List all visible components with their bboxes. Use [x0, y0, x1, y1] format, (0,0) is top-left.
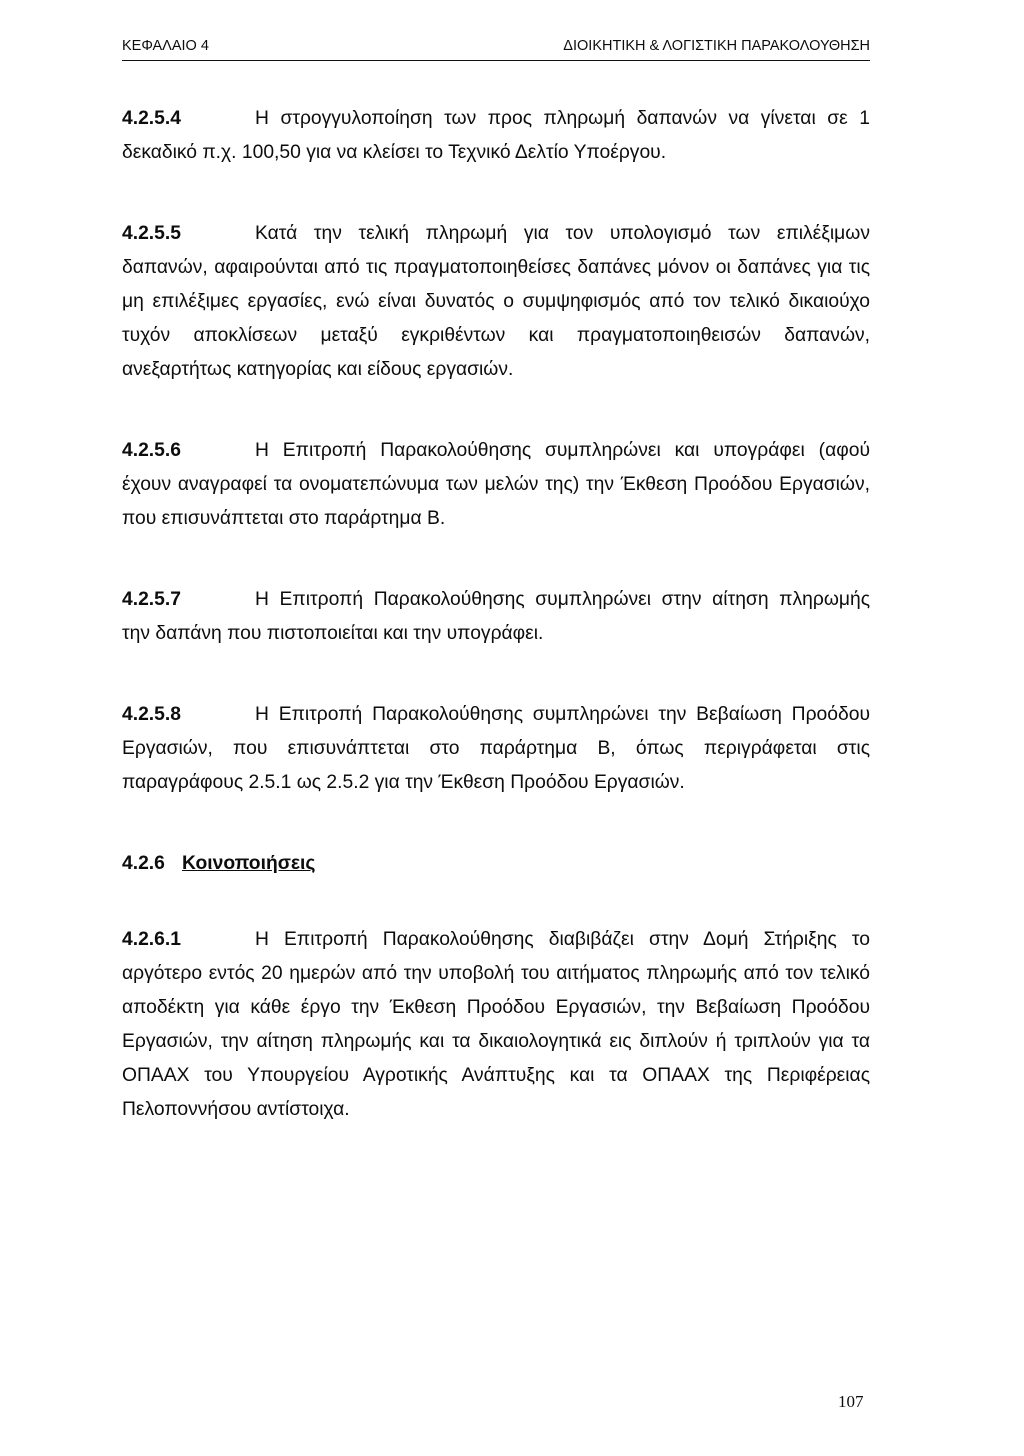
paragraph-text: Η στρογγυλοποίηση των προς πληρωμή δαπανών να γίνεται σε 1 δεκαδικό π.χ. 100,50 για να κλείσει το Τεχνικό Δελτίο Υποέργου.: [122, 108, 870, 163]
paragraph-4-2-5-4: [122, 102, 870, 170]
header-title: ΔΙΟΙΚΗΤΙΚΗ & ΛΟΓΙΣΤΙΚΗ ΠΑΡΑΚΟΛΟΥΘΗΣΗ: [563, 38, 870, 54]
paragraph-4-2-5-6: [122, 434, 870, 536]
paragraph-text: Κατά την τελική πληρωμή για τον υπολογισμό των επιλέξιμων δαπανών, αφαιρούνται από τις πραγματοποιηθείσες δαπάνες μόνον οι δαπάνες για τις μη επιλέξιμες εργασίες, ενώ είναι δυνατός ο συμψηφισμός από τον τελικό δικαιούχο τυχόν αποκλίσεων μεταξύ εγκριθέντων και πραγματοποιηθεισών δαπανών, ανεξαρτήτως κατηγορίας και είδους εργασιών.: [122, 223, 870, 380]
paragraph-number: 4.2.5.4: [122, 108, 181, 129]
header-rule: [122, 60, 870, 61]
paragraph-4-2-5-8: [122, 698, 870, 800]
paragraph-text: Η Επιτροπή Παρακολούθησης διαβιβάζει στην Δομή Στήριξης το αργότερο εντός 20 ημερών από την υποβολή του αιτήματος πληρωμής από τον τελικό αποδέκτη για κάθε έργο την Έκθεση Προόδου Εργασιών, την Βεβαίωση Προόδου Εργασιών, την αίτηση πληρωμής και τα δικαιολογητικά εις διπλούν ή τριπλούν για τα ΟΠΑΑΧ του Υπουργείου Αγροτικής Ανάπτυξης και τα ΟΠΑΑΧ της Περιφέρειας Πελοποννήσου αντίστοιχα.: [122, 929, 870, 1120]
paragraph-number: 4.2.6.1: [122, 929, 181, 950]
paragraph-number: 4.2.5.5: [122, 223, 181, 244]
paragraph-number: 4.2.5.6: [122, 440, 181, 461]
chapter-label: ΚΕΦΑΛΑΙΟ 4: [122, 38, 209, 54]
page-number: 107: [838, 1392, 864, 1411]
section-number: 4.2.6: [122, 853, 165, 874]
paragraph-text: Η Επιτροπή Παρακολούθησης συμπληρώνει την Βεβαίωση Προόδου Εργασιών, που επισυνάπτεται στο παράρτημα Β, όπως περιγράφεται στις παραγράφους 2.5.1 ως 2.5.2 για την Έκθεση Προόδου Εργασιών.: [122, 704, 870, 793]
paragraph-text: Η Επιτροπή Παρακολούθησης συμπληρώνει και υπογράφει (αφού έχουν αναγραφεί τα ονοματεπώνυμα των μελών της) την Έκθεση Προόδου Εργασιών, που επισυνάπτεται στο παράρτημα Β.: [122, 440, 870, 529]
paragraph-number: 4.2.5.8: [122, 704, 181, 725]
section-title: Κοινοποιήσεις: [182, 853, 316, 874]
page-header: [122, 38, 870, 64]
paragraph-number: 4.2.5.7: [122, 589, 181, 610]
paragraph-4-2-5-5: [122, 217, 870, 387]
paragraph-text: Η Επιτροπή Παρακολούθησης συμπληρώνει στην αίτηση πληρωμής την δαπάνη που πιστοποιείται και την υπογράφει.: [122, 589, 870, 644]
document-body: [122, 102, 870, 1174]
section-heading: [122, 847, 870, 881]
paragraph-4-2-6-1: [122, 923, 870, 1127]
paragraph-4-2-5-7: [122, 583, 870, 651]
